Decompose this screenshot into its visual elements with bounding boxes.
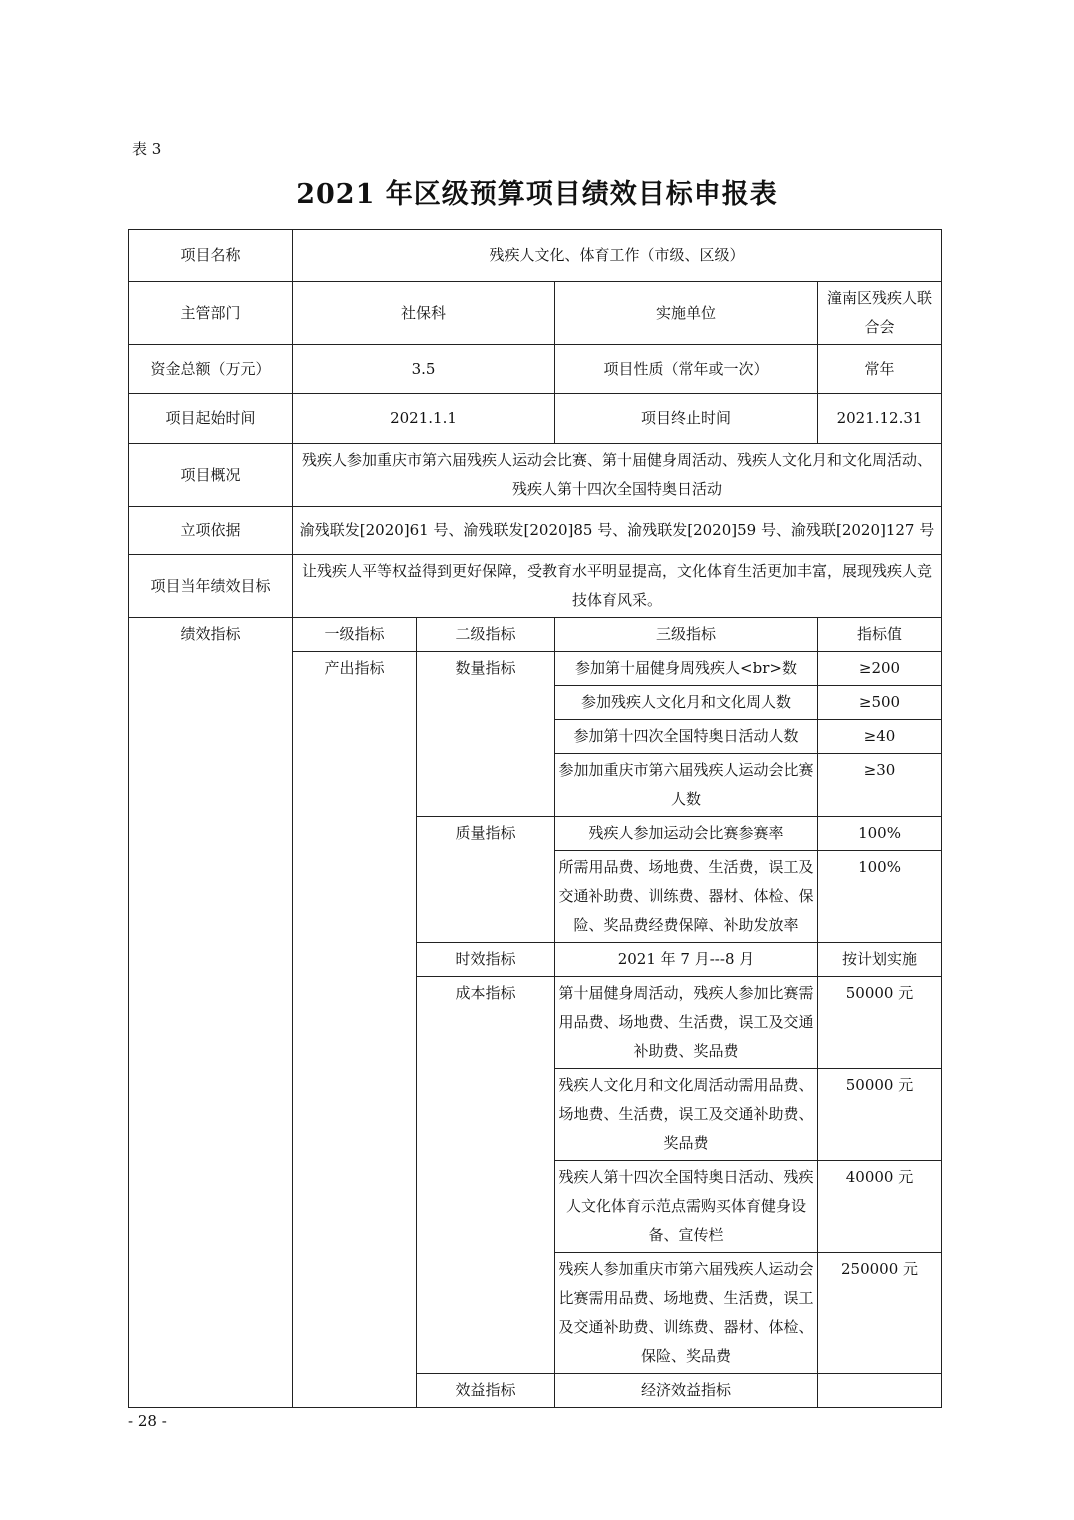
label-implementer: 实施单位 <box>555 282 818 345</box>
label-cost-indicators: 成本指标 <box>417 977 555 1374</box>
row-department <box>129 282 942 345</box>
document-title: 2021 年区级预算项目绩效目标申报表 <box>296 179 778 210</box>
indicator-value: 250000 元 <box>818 1253 942 1374</box>
label-end-date: 项目终止时间 <box>555 394 818 444</box>
value-end-date: 2021.12.31 <box>818 394 942 444</box>
label-annual-goal: 项目当年绩效目标 <box>129 555 293 618</box>
indicator-name: 参加第十四次全国特奥日活动人数 <box>555 720 818 754</box>
indicator-name: 参加残疾人文化月和文化周人数 <box>555 686 818 720</box>
label-start-date: 项目起始时间 <box>129 394 293 444</box>
column-header: 三级指标 <box>555 618 818 652</box>
row-dates <box>129 394 942 444</box>
indicator-name: 所需用品费、场地费、生活费，误工及交通补助费、训练费、器材、体检、保险、奖品费经费保障、补助发放率 <box>555 851 818 943</box>
indicator-value: 50000 元 <box>818 977 942 1069</box>
indicator-name: 残疾人参加重庆市第六届残疾人运动会比赛需用品费、场地费、生活费，误工及交通补助费、训练费、器材、体检、保险、奖品费 <box>555 1253 818 1374</box>
label-quantity-indicators: 数量指标 <box>417 652 555 817</box>
table-label: 表 3 <box>132 140 162 158</box>
label-timeliness-indicators: 时效指标 <box>417 943 555 977</box>
indicator-value: ≥500 <box>818 686 942 720</box>
column-header: 二级指标 <box>417 618 555 652</box>
indicator-name: 参加加重庆市第六届残疾人运动会比赛人数 <box>555 754 818 817</box>
indicator-name <box>818 1374 942 1408</box>
performance-target-form <box>128 229 942 1408</box>
column-header: 一级指标 <box>293 618 417 652</box>
value-overview: 残疾人参加重庆市第六届残疾人运动会比赛、第十届健身周活动、残疾人文化月和文化周活动、残疾人第十四次全国特奥日活动 <box>293 444 942 507</box>
indicator-name: 第十届健身周活动，残疾人参加比赛需用品费、场地费、生活费，误工及交通补助费、奖品费 <box>555 977 818 1069</box>
value-implementer: 潼南区残疾人联合会 <box>818 282 942 345</box>
row-indicator-columns <box>129 618 942 652</box>
label-department: 主管部门 <box>129 282 293 345</box>
indicator-name: 2021 年 7 月---8 月 <box>555 943 818 977</box>
row-annual-goal <box>129 555 942 618</box>
label-basis: 立项依据 <box>129 507 293 555</box>
value-total-funds: 3.5 <box>293 345 555 394</box>
row-overview <box>129 444 942 507</box>
value-nature: 常年 <box>818 345 942 394</box>
indicator-name: 残疾人参加运动会比赛参赛率 <box>555 817 818 851</box>
indicator-value: 100% <box>818 817 942 851</box>
label-economic-benefit: 经济效益指标 <box>555 1374 818 1408</box>
indicator-value: ≥200 <box>818 652 942 686</box>
indicator-name: 残疾人第十四次全国特奥日活动、残疾人文化体育示范点需购买体育健身设备、宣传栏 <box>555 1161 818 1253</box>
indicator-value: 40000 元 <box>818 1161 942 1253</box>
indicator-value: ≥30 <box>818 754 942 817</box>
value-department: 社保科 <box>293 282 555 345</box>
label-benefit-indicators: 效益指标 <box>417 1374 555 1408</box>
row-basis <box>129 507 942 555</box>
row-project-name <box>129 230 942 282</box>
label-quality-indicators: 质量指标 <box>417 817 555 943</box>
label-output-indicators: 产出指标 <box>293 652 417 1408</box>
indicator-value: 按计划实施 <box>818 943 942 977</box>
value-annual-goal: 让残疾人平等权益得到更好保障，受教育水平明显提高，文化体育生活更加丰富，展现残疾人竞技体育风采。 <box>293 555 942 618</box>
value-project-name: 残疾人文化、体育工作（市级、区级） <box>293 230 942 282</box>
label-indicators: 绩效指标 <box>129 618 293 1408</box>
indicator-value: ≥40 <box>818 720 942 754</box>
indicator-name: 残疾人文化月和文化周活动需用品费、场地费、生活费，误工及交通补助费、奖品费 <box>555 1069 818 1161</box>
indicator-value: 100% <box>818 851 942 943</box>
value-basis: 渝残联发[2020]61 号、渝残联发[2020]85 号、渝残联发[2020]59 号、渝残联[2020]127 号 <box>293 507 942 555</box>
value-start-date: 2021.1.1 <box>293 394 555 444</box>
indicator-name: 参加第十届健身周残疾人<br>数 <box>555 652 818 686</box>
column-header: 指标值 <box>818 618 942 652</box>
page-number: - 28 - <box>128 1412 167 1430</box>
label-nature: 项目性质（常年或一次） <box>555 345 818 394</box>
label-total-funds: 资金总额（万元） <box>129 345 293 394</box>
label-project-name: 项目名称 <box>129 230 293 282</box>
label-overview: 项目概况 <box>129 444 293 507</box>
indicator-value: 50000 元 <box>818 1069 942 1161</box>
row-funds <box>129 345 942 394</box>
